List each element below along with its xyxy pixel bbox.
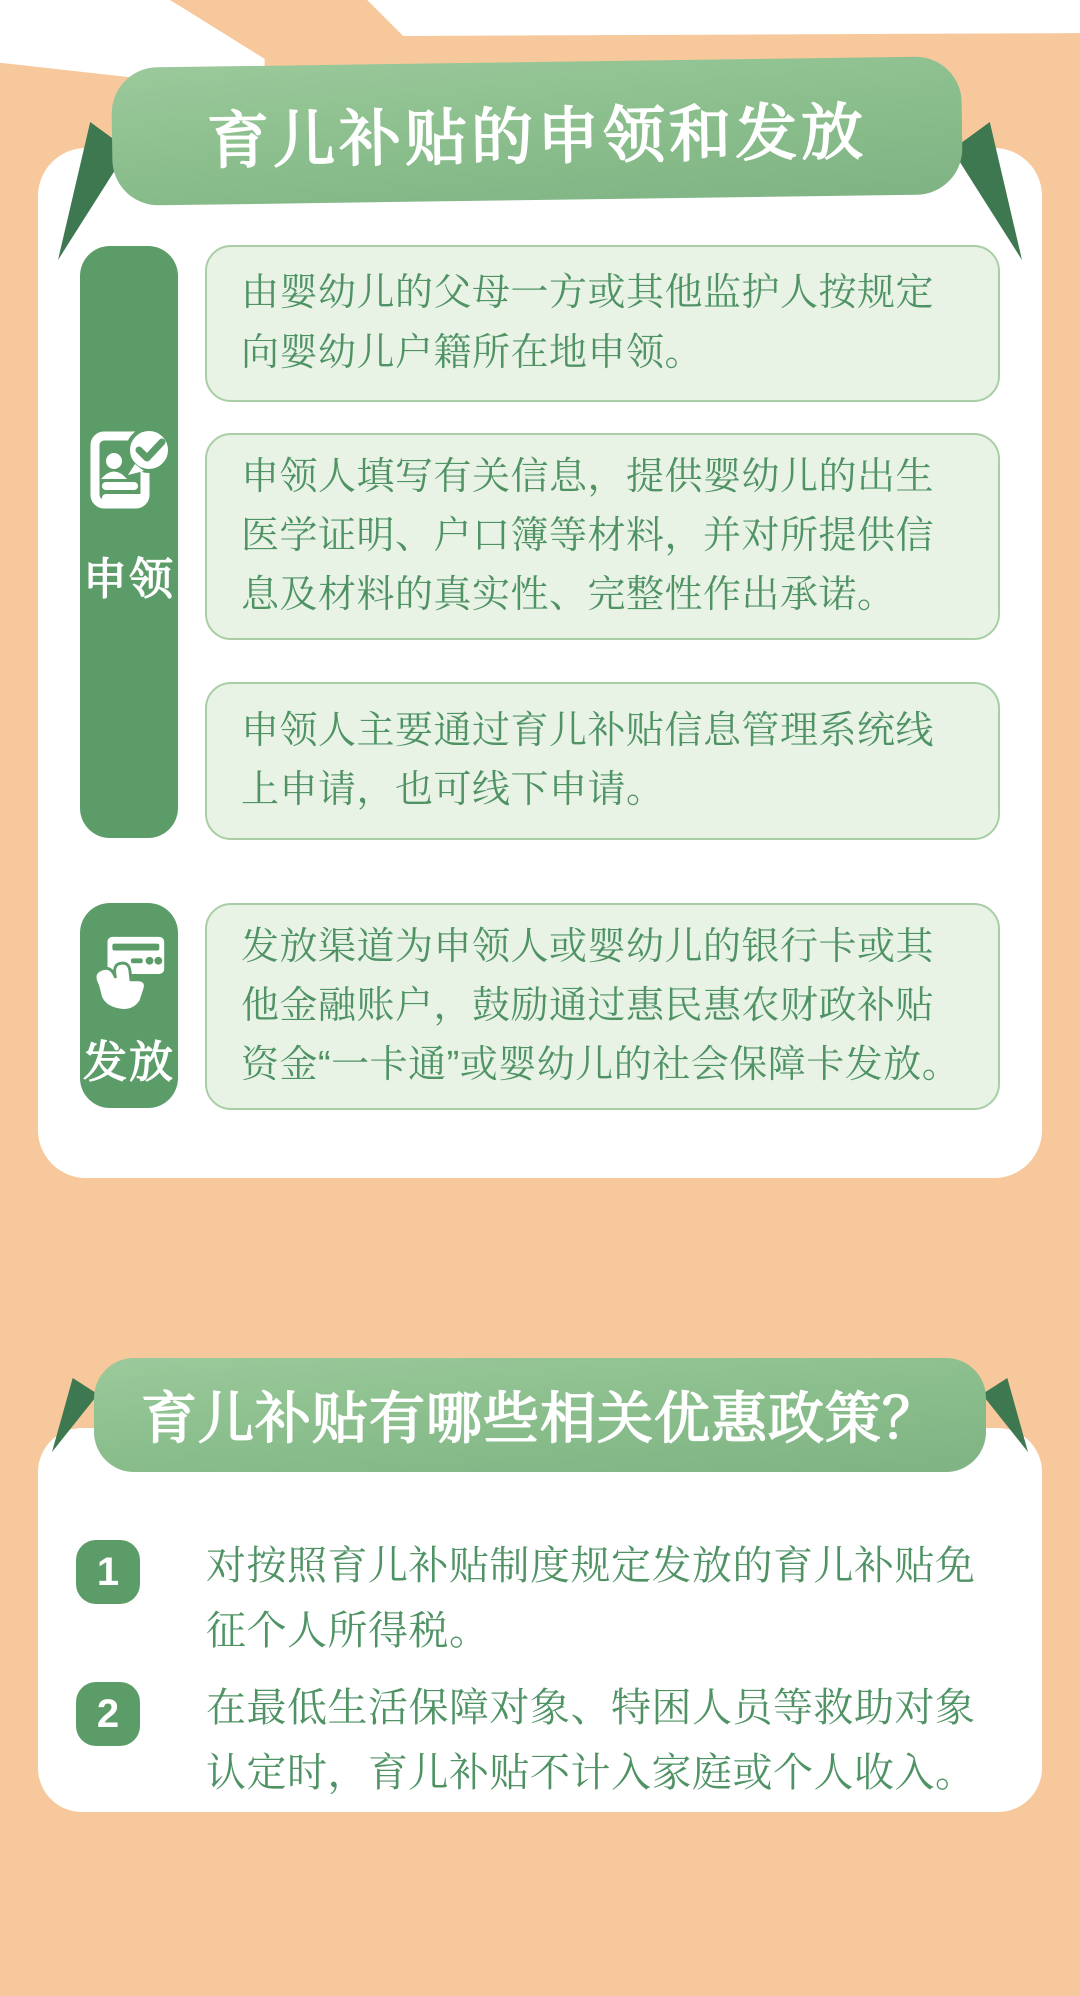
application-banner [111,56,963,206]
step-label-distribute: 发放 [83,1038,175,1087]
step-pill-apply [80,246,178,838]
policy-number: 1 [96,1549,120,1594]
policy-text: 对按照育儿补贴制度规定发放的育儿补贴免征个人所得税。 [206,1544,976,1653]
info-box-distribute-1 [205,903,1000,1110]
policy-number-badge [76,1682,140,1746]
policies-banner [94,1358,986,1472]
policies-banner-title: 育儿补贴有哪些相关优惠政策？ [141,1387,939,1450]
info-box-apply-2 [205,433,1000,640]
info-box-text: 申领人填写有关信息，提供婴幼儿的出生医学证明、户口簿等材料，并对所提供信息及材料的真实性、完整性作出承诺。 [241,455,935,617]
card-in-hand-icon [86,929,172,1020]
info-box-apply-3 [205,682,1000,840]
policy-number-badge [76,1540,140,1604]
top-right-card-remnant [360,0,1080,36]
info-box-text: 由婴幼儿的父母一方或其他监护人按规定向婴幼儿户籍所在地申领。 [241,272,935,374]
step-pill-distribute [80,903,178,1108]
step-label-apply: 申领 [83,555,175,604]
info-box-text: 申领人主要通过育儿补贴信息管理系统线上申请，也可线下申请。 [241,709,935,811]
form-check-icon [83,424,175,521]
info-box-apply-1 [205,245,1000,402]
policy-number: 2 [96,1691,120,1736]
info-box-text: 发放渠道为申领人或婴幼儿的银行卡或其他金融账户，鼓励通过惠民惠农财政补贴资金“一卡通”或婴幼儿的社会保障卡发放。 [241,925,961,1087]
application-banner-title: 育儿补贴的申领和发放 [206,97,868,177]
policy-text: 在最低生活保障对象、特困人员等救助对象认定时，育儿补贴不计入家庭或个人收入。 [206,1686,976,1795]
